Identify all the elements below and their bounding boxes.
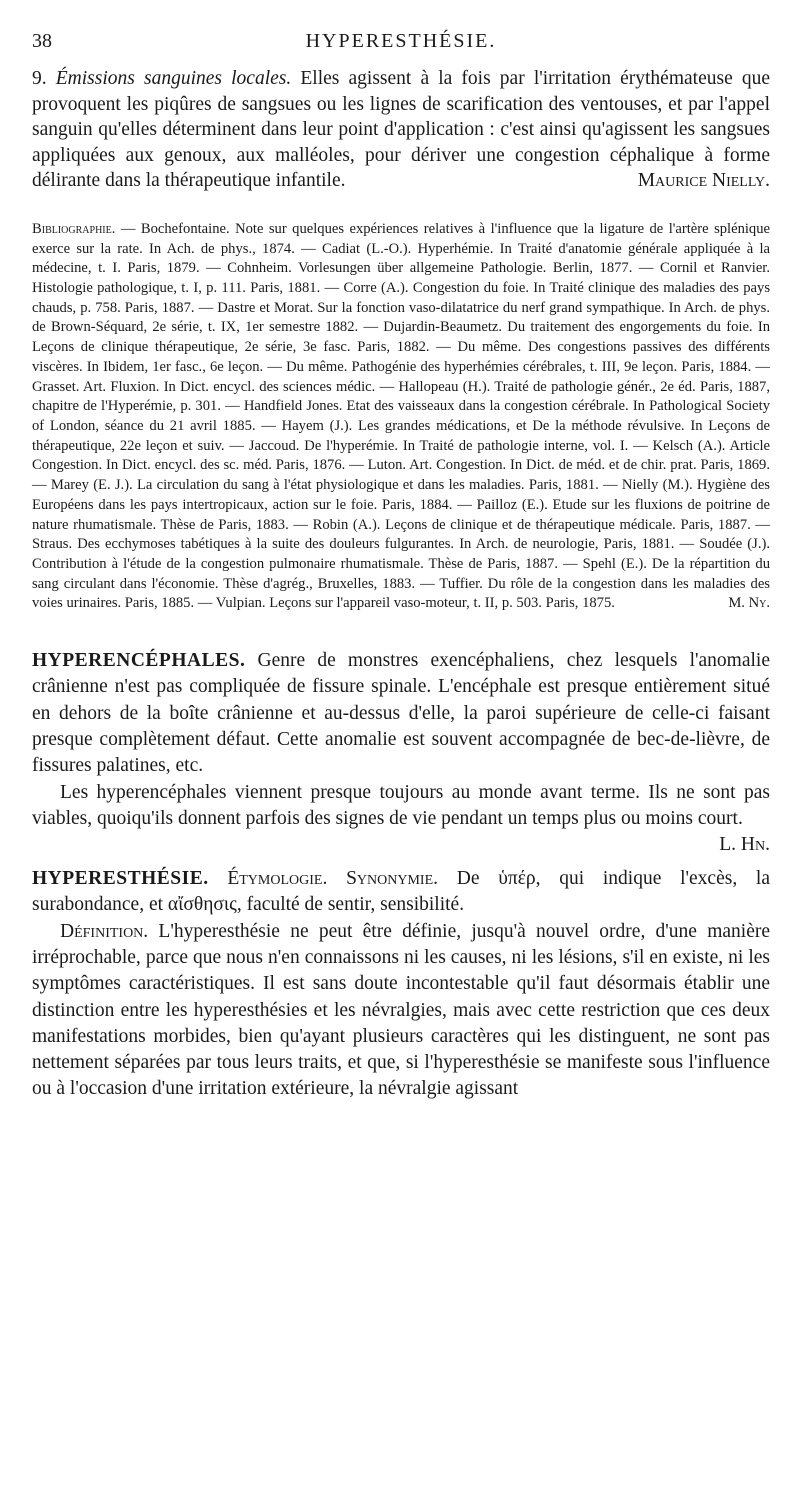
entry-hyperencephales <box>32 648 770 856</box>
section-title: Émissions sanguines locales. <box>55 68 292 89</box>
section-number: 9. <box>32 68 47 89</box>
bibliography-signature: M. Ny. <box>728 595 770 612</box>
page-header <box>32 30 770 58</box>
entry-paragraph <box>32 648 770 779</box>
definition-label: Définition. <box>60 920 149 942</box>
definition-text: L'hyperesthésie ne peut être définie, jusqu'à nouvel ordre, d'une manière irréprochable, parce que nous n'en connaissons ni les causes, ni les lésions, s'il en existe, ni les symptômes caractéristiques. Il est sans doute incontestable qu'il faut désormais établir une distinction entre les hyperesthésies et les névralgies, mais avec cette restriction que ces deux manifestations morbides, bien qu'ayant plusieurs caractères qui les distinguent, ne sont pas nettement séparées par tous leurs traits, et que, si l'hyperesthésie se manifeste sous l'influence ou à l'occasion d'une irritation extérieure, la névralgie agissant <box>32 920 770 1100</box>
bibliography <box>32 220 770 614</box>
section-signature: Maurice Nielly. <box>637 170 770 192</box>
bibliography-label: Bibliographie. <box>32 220 116 237</box>
running-title: HYPERESTHÉSIE. <box>305 30 497 52</box>
section-text: Elles agissent à la fois par l'irritation érythémateuse que provoquent les piqûres de sangsues ou les lignes de scarification des ventouses, et par l'appel sanguin qu'elles déterminent dans leur point d'application : c'est ainsi qu'agissent les sangsues appliquées aux genoux, aux malléoles, pour dériver une congestion céphalique à forme délirante dans la thérapeutique infantile. <box>32 68 771 192</box>
etymology-label: Étymologie. Synonymie. <box>227 868 438 890</box>
bibliography-text: — Bochefontaine. Note sur quelques expériences relatives à l'influence que la ligature de l'artère splénique exerce sur la rate. In Ach. de phys., 1874. — Cadiat (L.-O.). Hyperhémie. In Traité d'anatomie générale appliquée à la médecine, t. I. Paris, 1879. — Cohnheim. Vorlesungen über allgemeine Pathologie. Berlin, 1877. — Cornil et Ranvier. Histologie pathologique, t. I, p. 111. Paris, 1881. — Corre (A.). Congestion du foie. In Traité clinique des maladies des pays chauds, p. 758. Paris, 1887. — Dastre et Morat. Sur la fonction vaso-dilatatrice du nerf grand sympathique. In Arch. de phys. de Brown-Séquard, 2e série, t. IX, 1er semestre 1882. — Dujardin-Beaumetz. Du traitement des engorgements du foie. In Leçons de clinique thérapeutique, 2e série, 3e fasc. Paris, 1882. — Du même. Des congestions passives des différents viscères. In Ibidem, 1er fasc., 6e leçon. — Du même. Pathogénie des hyperhémies cérébrales, t. III, 9e leçon. Paris, 1884. — Grasset. Art. Fluxion. In Dict. encycl. des sciences médic. — Hallopeau (H.). Traité de pathologie génér., 2e éd. Paris, 1887, chapitre de l'Hyperémie, p. 301. — Handfield Jones. Etat des vaisseaux dans la congestion cérébrale. In Pathological Society of London, séance du 21 avril 1885. — Hayem (J.). Les grandes médications, et De la méthode révulsive. In Leçons de thérapeutique, 22e leçon et suiv. — Jaccoud. De l'hyperémie. In Traité de pathologie interne, vol. I. — Kelsch (A.). Article Congestion. In Dict. encycl. des sc. méd. Paris, 1876. — Luton. Art. Congestion. In Dict. de méd. et de chir. prat. Paris, 1869. — Marey (E. J.). La circulation du sang à l'état physiologique et dans les maladies. Paris, 1881. — Nielly (M.). Hygiène des Européens dans les pays intertropicaux, action sur le foie. Paris, 1884. — Pailloz (E.). Etude sur les fluxions de poitrine de nature rhumatismale. Thèse de Paris, 1883. — Robin (A.). Leçons de clinique et de thérapeutique médicale. Paris, 1887. — Straus. Des ecchymoses tabétiques à la suite des douleurs fulgurantes. In Arch. de neurologie, Paris, 1881. — Soudée (J.). Contribution à l'étude de la congestion pulmonaire rhumatismale. Thèse de Paris, 1887. — Spehl (E.). De la répartition du sang circulant dans l'économie. Thèse d'agrég., Bruxelles, 1883. — Tuffier. Du rôle de la congestion dans les maladies des voies urinaires. Paris, 1885. — Vulpian. Leçons sur l'appareil vaso-moteur, t. II, p. 503. Paris, 1875. <box>32 220 770 612</box>
entry-hyperesthesie <box>32 866 770 1103</box>
section-9 <box>32 66 770 194</box>
entry-signature: L. Hn. <box>719 834 770 856</box>
entry-headword: HYPERESTHÉSIE. <box>32 868 209 890</box>
entry-paragraph <box>32 866 770 919</box>
etymology-text: De ὑπέρ, qui indique l'excès, la surabondance, et αἴσθησις, faculté de sentir, sensibilité. <box>32 868 770 916</box>
entry-paragraph <box>32 780 770 856</box>
entry-paragraph <box>32 919 770 1103</box>
document-page <box>32 30 770 1103</box>
entry-text: Les hyperencéphales viennent presque toujours au monde avant terme. Ils ne sont pas viables, quoiqu'ils donnent parfois des signes de vie pendant un temps plus ou moins court. <box>32 781 770 829</box>
page-number: 38 <box>32 30 52 52</box>
entry-text: Genre de monstres exencéphaliens, chez lesquels l'anomalie crânienne n'est pas compliquée de fissure spinale. L'encéphale est presque entièrement situé en dehors de la boîte crânienne et au-dessus d'elle, la paroi supérieure de celle-ci faisant presque complètement défaut. Cette anomalie est souvent accompagnée de bec-de-lièvre, de fissures palatines, etc. <box>32 650 770 777</box>
entry-headword: HYPERENCÉPHALES. <box>32 650 246 672</box>
